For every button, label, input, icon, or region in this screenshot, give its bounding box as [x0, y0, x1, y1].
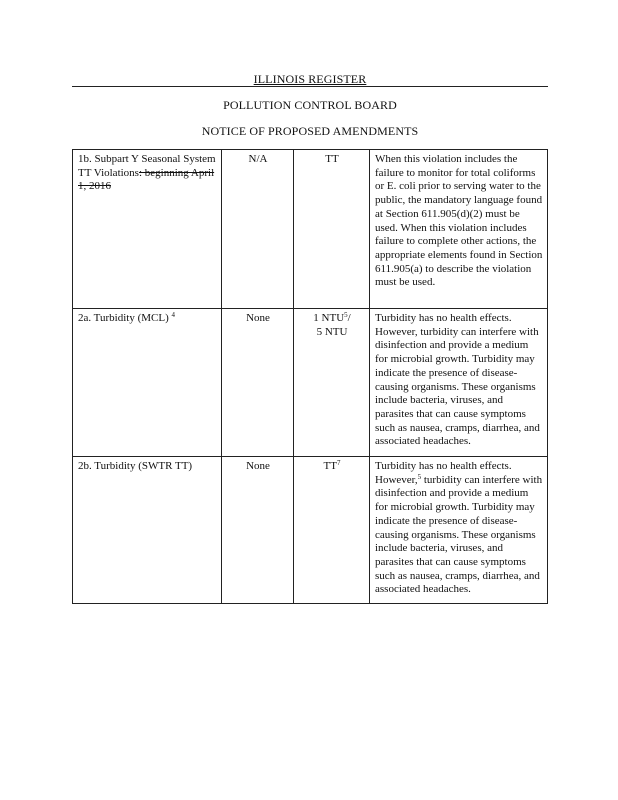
contaminant-cell [73, 309, 222, 457]
units-slash: / [347, 312, 351, 324]
notice-title: NOTICE OF PROPOSED AMENDMENTS [201, 124, 419, 138]
footnote-marker: 7 [336, 459, 341, 467]
units-cell [294, 150, 370, 309]
units-cell [294, 457, 370, 604]
mcl-cell: None [222, 309, 294, 457]
mcl-cell: N/A [222, 150, 294, 309]
units-second-line: 5 NTU [316, 325, 348, 338]
table-row [73, 457, 548, 604]
units-text: TT [323, 460, 337, 472]
footnote-marker: 4 [171, 311, 176, 319]
table-row [73, 309, 548, 457]
register-title: ILLINOIS REGISTER [253, 72, 367, 86]
units-text: TT [325, 153, 339, 165]
contaminant-text: 1b. Subpart Y Seasonal System TT Violations [78, 153, 216, 179]
language-cell [370, 457, 548, 604]
contaminant-text: 2a. Turbidity (MCL) [78, 312, 169, 324]
footnote-marker: 5 [417, 472, 422, 481]
language-cell: Turbidity has no health effects. However, turbidity can interfere with disinfection and provide a medium for microbial growth. Turbidity may indicate the presence of disease-causing organisms. These organisms include bacteria, viruses, and parasites that can cause symptoms such as nausea, cramps, diarrhea, and associated headaches. [370, 309, 548, 457]
struck-text: : beginning April 1, 2016 [78, 166, 215, 193]
language-text: Turbidity has no health effects. However, [375, 460, 512, 486]
units-text: 1 NTU [313, 312, 345, 324]
contaminant-cell [73, 150, 222, 309]
table-row [73, 150, 548, 309]
footnote-marker: 5 [344, 311, 348, 319]
language-cell: When this violation includes the failure to monitor for total coliforms or E. coli prior to serving water to the public, the mandatory language found at Section 611.905(d)(2) must be used. When this violation includes failure to complete other actions, the appropriate elements found in Section 611.905(a) to describe the violation must be used. [370, 150, 548, 309]
violations-table [72, 149, 548, 604]
language-text: turbidity can interfere with disinfection and provide a medium for microbial growth. Turbidity may indicate the presence of disease-causing organisms. These organisms include bacteria, viruses, and parasites that can cause symptoms such as nausea, cramps, diarrhea, and associated headaches. [375, 473, 543, 596]
units-cell [294, 309, 370, 457]
header-rule [72, 86, 548, 87]
mcl-cell: None [222, 457, 294, 604]
contaminant-cell: 2b. Turbidity (SWTR TT) [73, 457, 222, 604]
board-name: POLLUTION CONTROL BOARD [223, 98, 397, 112]
